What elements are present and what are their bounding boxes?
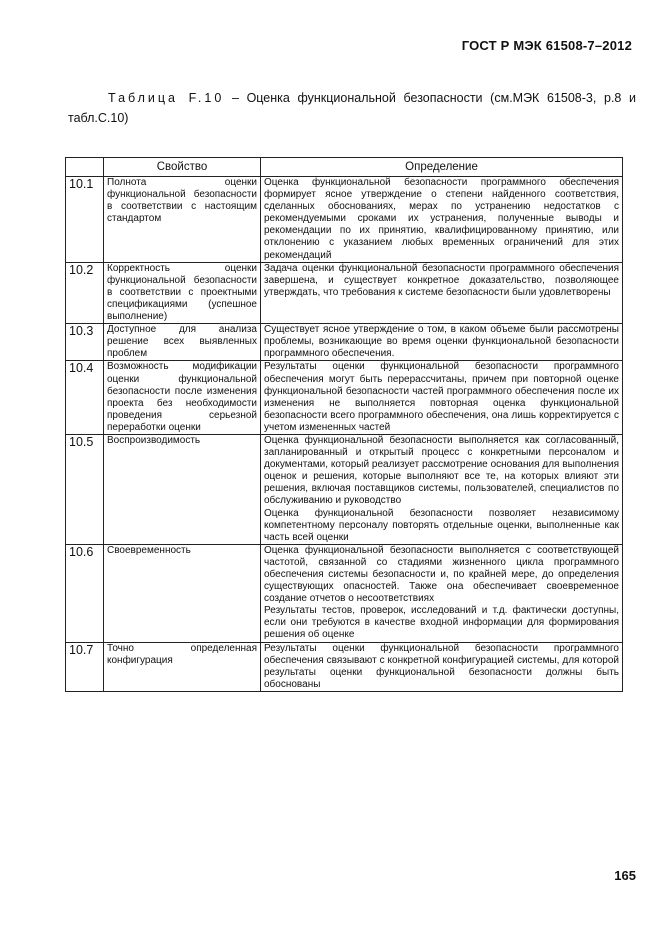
table-body (66, 177, 623, 692)
definition-paragraph: Оценка функциональной безопасности позволяет независимому компетентному персоналу повторять отдельные оценки, выполненные как часть всей оценки (264, 507, 619, 543)
property-cell: Точно определенная конфигурация (104, 642, 261, 691)
row-number: 10.7 (66, 642, 104, 691)
definition-cell (261, 324, 623, 361)
row-number: 10.3 (66, 324, 104, 361)
table-row (66, 642, 623, 691)
definition-paragraph: Задача оценки функциональной безопасности программного обеспечения завершена, и существует конкретное доказательство, позволяющее утверждать, что требования к системе безопасности были удовлетворены (264, 262, 619, 298)
assessment-table (65, 157, 623, 692)
definition-cell (261, 361, 623, 435)
document-designation: ГОСТ Р МЭК 61508-7–2012 (461, 38, 632, 53)
property-cell: Воспроизводимость (104, 434, 261, 544)
definition-paragraph: Результаты оценки функциональной безопасности программного обеспечения могут быть перерассчитаны, причем при повторной оценке функциональной безопасности частей программного обеспечения после их изменения не выполняется повторная оценка функциональной безопасности всего программного обеспечения, она лишь корректируется с учетом измененных частей (264, 361, 619, 433)
table-row (66, 544, 623, 642)
definition-paragraph: Результаты тестов, проверок, исследований и т.д. фактически доступны, если они требуются в качестве входной информации для формирования решения об оценке (264, 605, 619, 641)
caption-dash: – (224, 91, 247, 105)
table-row (66, 262, 623, 323)
table-row (66, 177, 623, 263)
definition-cell (261, 262, 623, 323)
row-number: 10.5 (66, 434, 104, 544)
property-column-header: Свойство (104, 158, 261, 177)
definition-paragraph: Оценка функциональной безопасности выполняется с соответствующей частотой, связанной со стадиями жизненного цикла программного обеспечения системы безопасности и, по крайней мере, до определения существующих опасностей. Также она обеспечивает своевременное создание отчетов о несоответствиях (264, 544, 619, 605)
definition-column-header: Определение (261, 158, 623, 177)
table-row (66, 361, 623, 435)
definition-paragraph: Существует ясное утверждение о том, в каком объеме были рассмотрены проблемы, возникающие во время оценки функциональной безопасности программного обеспечения. (264, 324, 619, 360)
number-column-header (66, 158, 104, 177)
row-number: 10.2 (66, 262, 104, 323)
row-number: 10.4 (66, 361, 104, 435)
definition-cell (261, 544, 623, 642)
caption-text (68, 88, 636, 128)
row-number: 10.1 (66, 177, 104, 263)
definition-paragraph: Оценка функциональной безопасности программного обеспечения формирует ясное утверждение о степени найденного соответствия, сделанных обоснованиях, мерах по устранению недостатков с рекомендуемыми сроками их устранения, полученные выводы и рекомендации по их принятию, квалифицированному принятию, или отклонению с указанием любых временных ограничений для этих рекомендаций (264, 177, 619, 261)
table-label: Таблица F.10 (108, 91, 225, 105)
table-header-row (66, 158, 623, 177)
table-row (66, 324, 623, 361)
table-row (66, 434, 623, 544)
property-cell: Своевременность (104, 544, 261, 642)
definition-paragraph: Оценка функциональной безопасности выполняется как согласованный, запланированный и открытый процесс с конкретными персоналом и документами, который реализует рассмотрение основания для выполнения оценок и решения, которые выполняют все те, на которых влияют эти решения, включая поставщиков системы, пользователей, специалистов по обслуживанию и руководство (264, 434, 619, 507)
table-title: Оценка функциональной безопасности (см.МЭК 61508-3, р.8 и табл.С.10) (68, 91, 636, 125)
definition-paragraph: Результаты оценки функциональной безопасности программного обеспечения связывают с конкретной конфигурацией системы, для которой результаты оценки функциональной безопасности должны быть обоснованы (264, 642, 619, 690)
definition-cell (261, 434, 623, 544)
definition-cell (261, 177, 623, 263)
table-caption (68, 88, 636, 128)
property-cell: Возможность модификации оценки функциональной безопасности после изменения проекта без необходимости проведения серьезной переработки оценки (104, 361, 261, 435)
page-number: 165 (614, 868, 636, 883)
row-number: 10.6 (66, 544, 104, 642)
property-cell: Полнота оценки функциональной безопасности в соответствии с настоящим стандартом (104, 177, 261, 263)
property-cell: Доступное для анализа решение всех выявленных проблем (104, 324, 261, 361)
definition-cell (261, 642, 623, 691)
property-cell: Корректность оценки функциональной безопасности в соответствии с проектными спецификациями (успешное выполнение) (104, 262, 261, 323)
